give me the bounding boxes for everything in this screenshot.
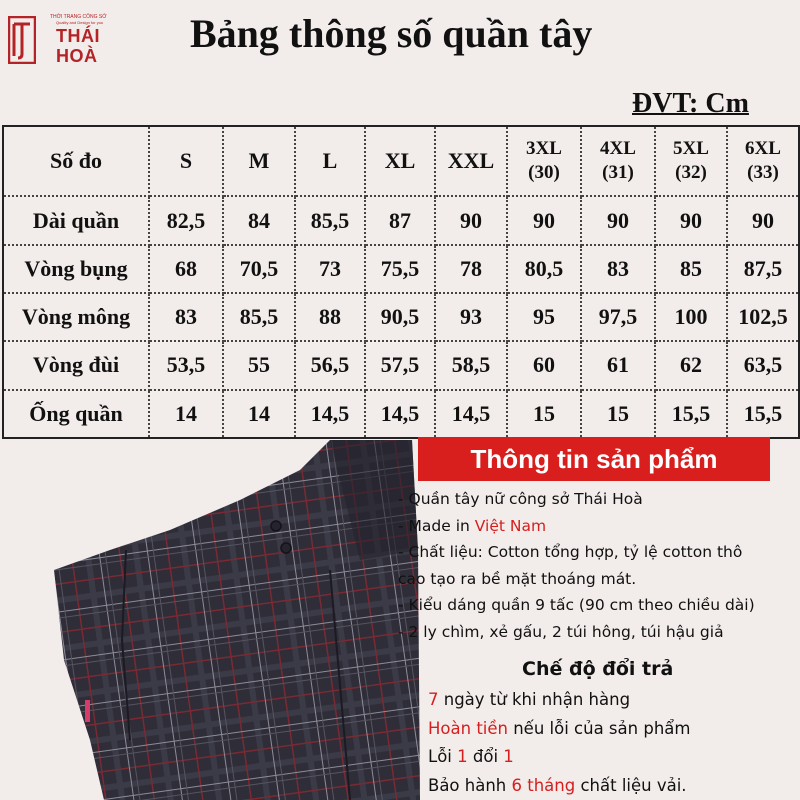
brand-name-line1: THÁI [56,26,100,46]
product-info-heading: Thông tin sản phẩm [418,437,770,481]
info-line: - Kiểu dáng quần 9 tấc (90 cm theo chiều dài) [398,596,755,614]
size-header: S [149,126,223,196]
table-cell: 14,5 [365,390,435,438]
table-cell: 100 [655,293,727,341]
table-cell: 68 [149,245,223,293]
table-cell: 95 [507,293,581,341]
table-cell: 58,5 [435,341,507,389]
size-header: XXL [435,126,507,196]
table-cell: 15 [507,390,581,438]
return-line: Hoàn tiền nếu lỗi của sản phẩm [428,718,691,738]
table-cell: 85,5 [295,196,365,244]
row-label: Vòng bụng [3,245,149,293]
size-header: XL [365,126,435,196]
size-header: M [223,126,295,196]
table-row [3,293,799,341]
table-cell: 85,5 [223,293,295,341]
table-cell: 90 [581,196,655,244]
info-line-origin: - Made in Việt Nam [398,516,547,535]
table-cell: 14 [149,390,223,438]
table-cell: 88 [295,293,365,341]
table-cell: 97,5 [581,293,655,341]
table-cell: 14,5 [295,390,365,438]
table-header-row [3,126,799,196]
table-cell: 15,5 [743,400,783,426]
table-cell: 55 [223,341,295,389]
table-cell: 15 [581,390,655,438]
table-cell: 60 [507,341,581,389]
table-cell: 90,5 [365,293,435,341]
table-cell: 61 [581,341,655,389]
table-row [3,341,799,389]
row-label: Dài quần [3,196,149,244]
table-cell: 82,5 [149,196,223,244]
origin-highlight: Việt Nam [474,516,547,535]
table-cell: 87 [365,196,435,244]
table-cell: 90 [435,196,507,244]
brand-logo [6,6,107,68]
table-cell: 102,5 [727,293,799,341]
return-line: 7 ngày từ khi nhận hàng [428,690,631,709]
table-cell: 15,5 [655,390,727,438]
table-cell: 87,5 [727,245,799,293]
brand-name-line2: HOÀ [56,46,98,66]
table-cell: 84 [223,196,295,244]
table-cell: 14 [223,390,295,438]
table-cell: 53,5 [149,341,223,389]
table-cell: 90 [655,196,727,244]
table-cell: 90 [507,196,581,244]
table-cell: 70,5 [223,245,295,293]
size-header: 3XL (30) [507,126,581,196]
product-info-list [398,486,800,645]
logo-mark-icon [8,16,36,64]
table-cell: 78 [435,245,507,293]
brand-tagline: THỜI TRANG CÔNG SỞ [50,14,107,20]
table-cell: 75,5 [365,245,435,293]
table-cell: 93 [435,293,507,341]
size-header: 6XL (33) [727,126,799,196]
size-header: 5XL (32) [655,126,727,196]
size-header: L [295,126,365,196]
info-line: - Chất liệu: Cotton tổng hợp, tỷ lệ cotton thô [398,543,743,561]
table-cell: 62 [655,341,727,389]
table-row [3,196,799,244]
row-label: Vòng mông [3,293,149,341]
return-policy-list [428,686,690,800]
table-cell: 83 [149,293,223,341]
table-cell: 83 [581,245,655,293]
return-line: Bảo hành 6 tháng chất liệu vải. [428,775,687,795]
unit-label: ĐVT: Cm [632,88,749,119]
row-label: Vòng đùi [3,341,149,389]
table-cell: 63,5 [727,341,799,389]
return-policy-heading: Chế độ đổi trả [522,658,674,680]
table-row [3,390,799,438]
table-cell: 90 [727,196,799,244]
size-table [2,125,800,439]
info-line: - Quần tây nữ công sở Thái Hoà [398,490,643,508]
table-cell: 57,5 [365,341,435,389]
table-row [3,245,799,293]
table-cell: 56,5 [295,341,365,389]
product-photo [0,440,420,800]
info-line: cao tạo ra bề mặt thoáng mát. [398,569,637,588]
row-label: Ống quần [3,390,149,438]
size-header: 4XL (31) [581,126,655,196]
info-line: - 2 ly chìm, xẻ gấu, 2 túi hông, túi hậu giả [398,622,724,641]
page-title: Bảng thông số quần tây [190,11,593,56]
table-cell: 80,5 [507,245,581,293]
corner-cell: Số đo [3,126,149,196]
table-cell: 85 [655,245,727,293]
table-cell: 73 [295,245,365,293]
table-cell: 14,5 [435,390,507,438]
return-line: Lỗi 1 đổi 1 [428,747,514,766]
brand-tagline-2: Quality and Design for you [56,20,104,25]
